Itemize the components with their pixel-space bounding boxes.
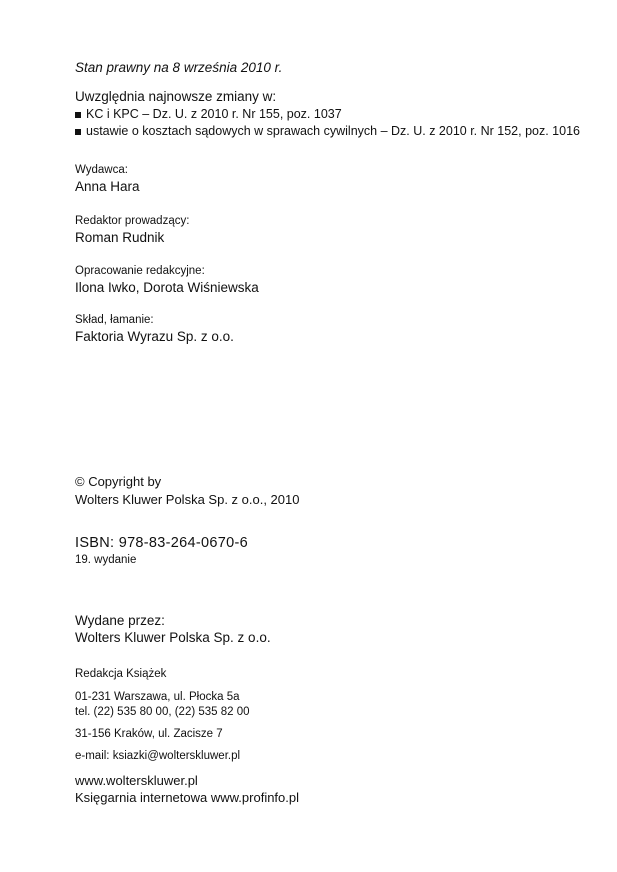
editor-label: Redaktor prowadzący: [75,215,190,227]
copyright-line: © Copyright by [75,474,162,489]
updates-section [75,88,580,140]
web-block [75,772,299,806]
edition-number: 19. wydanie [75,554,137,566]
isbn-number: ISBN: 978-83-264-0670-6 [75,535,248,551]
copyright-block [75,473,299,509]
publisher-name: Anna Hara [75,179,140,194]
website-url: www.wolterskluwer.pl [75,773,198,788]
krakow-address: 31-156 Kraków, ul. Zacisze 7 [75,728,223,740]
copyright-holder: Wolters Kluwer Polska Sp. z o.o., 2010 [75,492,300,507]
spacer [75,720,250,727]
update-item-text: KC i KPC – Dz. U. z 2010 r. Nr 155, poz. 1037 [86,107,342,121]
publisher-label: Wydawca: [75,164,128,176]
editor-block [75,214,189,247]
list-item [75,106,580,123]
typesetting-company: Faktoria Wyrazu Sp. z o.o. [75,329,234,344]
updates-lead: Uwzględnia najnowsze zmiany w: [75,89,277,104]
update-item-text: ustawie o kosztach sądowych w sprawach cywilnych – Dz. U. z 2010 r. Nr 152, poz. 1016 [86,124,580,138]
editing-block [75,264,259,297]
square-bullet-icon [75,112,81,118]
warsaw-address: 01-231 Warszawa, ul. Płocka 5a [75,691,240,703]
editor-name: Roman Rudnik [75,230,165,245]
legal-status-date: Stan prawny na 8 września 2010 r. [75,60,283,75]
issued-by-label: Wydane przez: [75,613,165,628]
square-bullet-icon [75,129,81,135]
department-name: Redakcja Książek [75,668,167,680]
editing-names: Ilona Iwko, Dorota Wiśniewska [75,280,259,295]
typesetting-label: Skład, łamanie: [75,314,154,326]
phone-numbers: tel. (22) 535 80 00, (22) 535 82 00 [75,706,250,718]
issued-by-block [75,612,271,646]
publisher-block [75,163,140,196]
typesetting-block [75,313,234,346]
updates-list [75,106,580,140]
editing-label: Opracowanie redakcyjne: [75,265,205,277]
list-item [75,123,580,140]
contact-block [75,667,250,764]
spacer [75,742,250,749]
email-address: e-mail: ksiazki@wolterskluwer.pl [75,750,241,762]
isbn-block [75,534,248,568]
issuer-name: Wolters Kluwer Polska Sp. z o.o. [75,630,271,645]
bookstore-url: Księgarnia internetowa www.profinfo.pl [75,790,300,805]
